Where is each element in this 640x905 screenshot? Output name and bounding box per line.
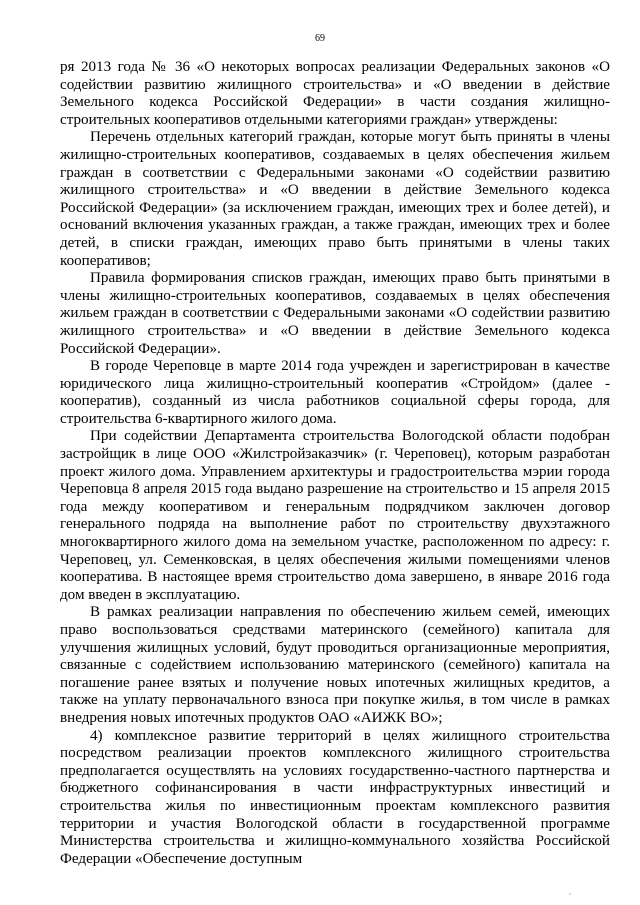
paragraph-rules-lists: Правила формирования списков граждан, имеющих право быть принятыми в члены жилищно-строительных кооперативов, создаваемых в целях обеспечения жильем граждан в соответствии с Федеральными законами «О содействии развитию жилищного строительства» и «О введении в действие Земельного кодекса Российской Федерации». (60, 270, 610, 357)
paragraph-cherepovets-cooperative: В городе Череповце в марте 2014 года учрежден и зарегистрирован в качестве юридического лица жилищно-строительный кооператив «Стройдом» (далее - кооператив), созданный из числа работников социальной сферы города, для строительства 6-квартирного жилого дома. (60, 358, 610, 427)
paragraph-categories-list: Перечень отдельных категорий граждан, которые могут быть приняты в члены жилищно-строительных кооперативов, создаваемых в целях обеспечения жильем граждан в соответствии с Федеральными законами «О содействии развитию жилищного строительства» и «О введении в действие Земельного кодекса Российской Федерации» (за исключением граждан, имеющих трех и более детей), и оснований включения указанных граждан, а также граждан, имеющих трех и более детей, в списки граждан, имеющих право быть принятыми в члены таких кооперативов; (60, 129, 610, 269)
page-number: 69 (315, 33, 325, 44)
paragraph-maternity-capital: В рамках реализации направления по обеспечению жильем семей, имеющих право воспользоваться средствами материнского (семейного) капитала для улучшения жилищных условий, будут проводиться организационные мероприятия, связанные с содействием использованию материнского (семейного) капитала на погашение ранее взятых и получение новых ипотечных жилищных кредитов, а также на уплату первоначального взноса при покупке жилья, в том числе в рамках внедрения новых ипотечных продуктов ОАО «АИЖК ВО»; (60, 604, 610, 726)
scan-speck (569, 893, 571, 895)
paragraph-complex-development: 4) комплексное развитие территорий в целях жилищного строительства посредством реализации проектов комплексного жилищного строительства предполагается осуществлять на условиях государственно-частного партнерства и бюджетного софинансирования в части инфраструктурных инвестиций и строительства жилья по инвестиционным проектам комплексного развития территории и участия Вологодской области в государственной программе Министерства строительства и жилищно-коммунального хозяйства Российской Федерации «Обеспечение доступным (60, 727, 610, 867)
paragraph-developer: При содействии Департамента строительства Вологодской области подобран застройщик в лице ООО «Жилстройзаказчик» (г. Череповец), которым разработан проект жилого дома. Управлением архитектуры и градостроительства мэрии города Череповца 8 апреля 2015 года выдано разрешение на строительство и 15 апреля 2015 года между кооперативом и генеральным подрядчиком заключен договор генерального подряда на выполнение работ по строительству двухэтажного многоквартирного жилого дома на земельном участке, расположенном по адресу: г. Череповец, ул. Семенковская, в целях обеспечения жилыми помещениями членов кооператива. В настоящее время строительство дома завершено, в январе 2016 года дом введен в эксплуатацию. (60, 428, 610, 603)
document-body (60, 59, 610, 868)
paragraph-continuation: ря 2013 года № 36 «О некоторых вопросах реализации Федеральных законов «О содействии развитию жилищного строительства» и «О введении в действие Земельного кодекса Российской Федерации» в части создания жилищно-строительных кооперативов отдельными категориями граждан» утверждены: (60, 59, 610, 128)
